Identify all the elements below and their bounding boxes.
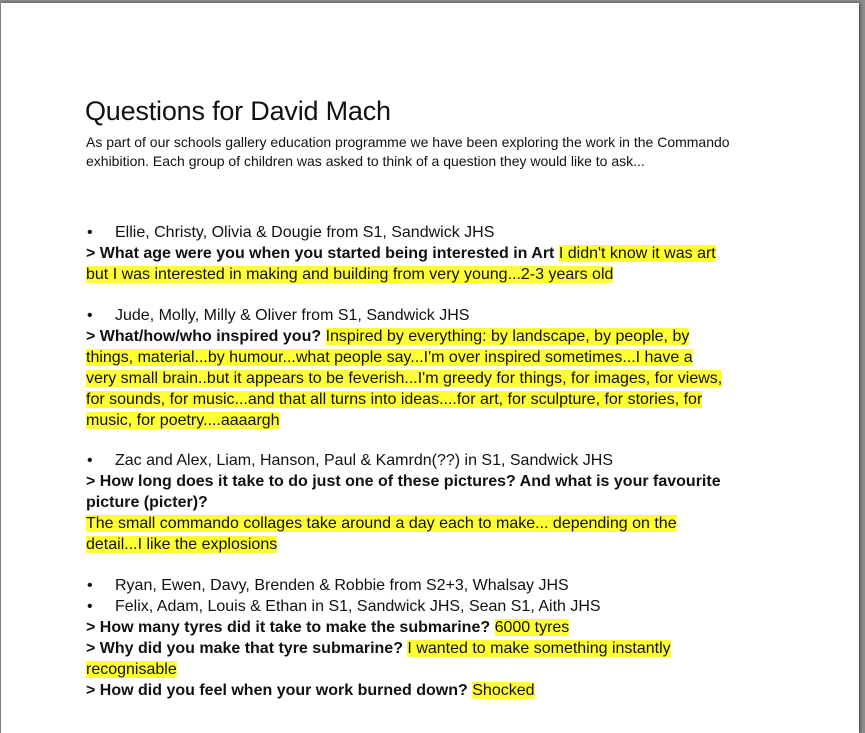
group-entry: [86, 450, 786, 471]
document-page: [1, 3, 859, 733]
group-names: Ellie, Christy, Olivia & Dougie from S1, Sandwick JHS: [115, 224, 495, 241]
qa-line: [86, 617, 786, 638]
answer-text: 6000 tyres: [494, 619, 570, 636]
group-entry: [86, 596, 786, 617]
bullet-icon: •: [87, 224, 93, 241]
answer-text: for sounds, for music...and that all turns into ideas....for art, for sculpture, for stories, for: [86, 391, 703, 408]
answer-text: but I was interested in making and building from very young...2-3 years old: [86, 266, 614, 283]
group-names: Felix, Adam, Louis & Ethan in S1, Sandwick JHS, Sean S1, Aith JHS: [115, 598, 601, 615]
qa-line: [86, 659, 786, 680]
answer-text: very small brain..but it appears to be feverish...I'm greedy for things, for images, for views,: [86, 370, 723, 387]
answer-text: I wanted to make something instantly: [407, 640, 671, 657]
question-text: > Why did you make that tyre submarine?: [86, 640, 403, 657]
answer-text: Inspired by everything: by landscape, by people, by: [325, 328, 690, 345]
group-entry: [86, 222, 786, 243]
qa-line: [86, 410, 786, 431]
answer-text: detail...I like the explosions: [86, 536, 278, 553]
bullet-icon: •: [87, 598, 93, 615]
question-text: > How did you feel when your work burned down?: [86, 682, 468, 699]
question-text: > What age were you when you started being interested in Art: [86, 245, 555, 262]
bullet-icon: •: [87, 452, 93, 469]
answer-text: Shocked: [472, 682, 535, 699]
bullet-icon: •: [87, 577, 93, 594]
page-title: Questions for David Mach: [85, 96, 391, 126]
answer-text: music, for poetry....aaaargh: [86, 412, 280, 429]
qa-section-3: [86, 450, 786, 555]
question-text: > How long does it take to do just one of these pictures? And what is your favourite: [86, 473, 721, 490]
group-entry: [86, 575, 786, 596]
answer-text: I didn't know it was art: [558, 245, 716, 262]
qa-line: [86, 513, 786, 534]
group-names: Jude, Molly, Milly & Oliver from S1, Sandwick JHS: [115, 307, 470, 324]
qa-line: [86, 492, 786, 513]
answer-text: recognisable: [86, 661, 177, 678]
question-text: picture (picter)?: [86, 494, 208, 511]
qa-section-1: [86, 222, 786, 285]
answer-text: The small commando collages take around a day each to make... depending on the: [86, 515, 677, 532]
qa-line: [86, 243, 786, 264]
intro-paragraph: As part of our schools gallery education programme we have been exploring the work in the Commando exhibition. Each group of children was asked to think of a question they would like to ask...: [86, 134, 730, 169]
qa-line: [86, 638, 786, 659]
qa-line: [86, 471, 786, 492]
qa-section-2: [86, 305, 786, 431]
qa-line: [86, 389, 786, 410]
qa-line: [86, 347, 786, 368]
qa-line: [86, 326, 786, 347]
qa-line: [86, 680, 786, 701]
qa-line: [86, 368, 786, 389]
question-text: > How many tyres did it take to make the submarine?: [86, 619, 491, 636]
question-text: > What/how/who inspired you?: [86, 328, 322, 345]
answer-text: things, material...by humour...what people say...I'm over inspired sometimes...I have a: [86, 349, 693, 366]
bullet-icon: •: [87, 307, 93, 324]
group-names: Zac and Alex, Liam, Hanson, Paul & Kamrdn(??) in S1, Sandwick JHS: [115, 452, 614, 469]
group-entry: [86, 305, 786, 326]
qa-line: [86, 534, 786, 555]
qa-section-4: [86, 575, 786, 701]
group-names: Ryan, Ewen, Davy, Brenden & Robbie from S2+3, Whalsay JHS: [115, 577, 569, 594]
qa-line: [86, 264, 786, 285]
